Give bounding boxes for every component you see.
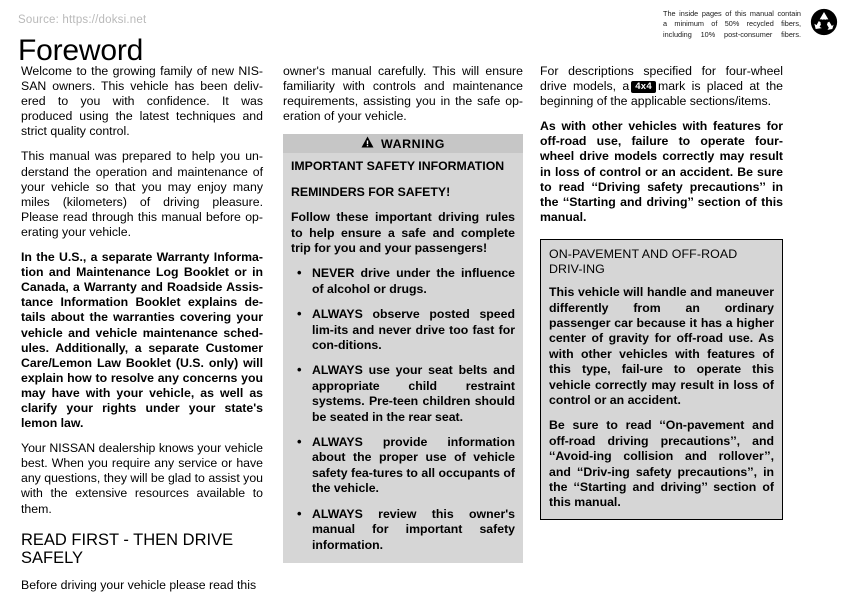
paragraph-dealership: Your NISSAN dealership knows your vehicle best. When you require any service or have any questions, they will be glad to assist you with the extensive resources available to them. — [21, 441, 263, 516]
paragraph-warranty-booklets: In the U.S., a separate Warranty Informa-tion and Maintenance Log Booklet or in Canada, a Warranty and Roadside Assis-tance Information Booklet explains de-tails about the warranties covering your vehicle and vehicle maintenance sched-ules. Additionally, a separate Customer Care/Lemon Law Booklet (U.S. only) will explain how to resolve any concerns you may have with your vehicle, as well as clarify your rights under your state's lemon law. — [21, 250, 263, 431]
paragraph-offroad-warning: As with other vehicles with features for off-road use, failure to operate four-wheel drive models correctly may result in loss of control or an accident. Be sure to read ‘‘Driving safety precautions’’ in the ‘‘Starting and driving’’ section of this manual. — [540, 119, 783, 224]
paragraph-owners-manual-continued: owner's manual carefully. This will ensure familiarity with controls and maintenance requirements, assisting you in the safe op-eration of your vehicle. — [283, 64, 523, 124]
column-2 — [283, 64, 523, 563]
recycled-paper-line-1: The inside pages of this manual contain — [663, 9, 801, 19]
warning-title: WARNING — [380, 136, 446, 151]
fwd-text-before: For descriptions specified for four-wheel drive models, a — [540, 64, 783, 94]
on-pavement-paragraph-1: This vehicle will handle and maneuver differently from an ordinary passenger car because it has a higher center of gravity for off-road use. As with other vehicles with features of this type, fail-ure to operate this vehicle correctly may result in loss of control or an accident. — [549, 285, 774, 407]
list-item: • NEVER drive under the influence of alcohol or drugs. — [295, 266, 515, 297]
recycle-icon — [810, 8, 838, 41]
four-by-four-mark-icon: 4x4 — [631, 81, 656, 93]
paragraph-four-wheel-drive-mark — [540, 64, 783, 109]
warning-box — [283, 134, 523, 563]
warning-triangle-icon — [361, 135, 374, 153]
warning-intro: Follow these important driving rules to help ensure a safe and complete trip for you and your passengers! — [291, 210, 515, 255]
recycled-paper-notice — [663, 8, 838, 41]
source-watermark: Source: https://doksi.net — [18, 14, 147, 26]
fwd-text-after: mark is placed at the beginning of the applicable sections/items. — [540, 79, 783, 109]
warning-important-safety-information: IMPORTANT SAFETY INFORMATION — [291, 159, 505, 174]
column-1 — [21, 64, 263, 603]
list-item: • ALWAYS review this owner's manual for important safety information. — [295, 507, 515, 553]
warning-box-body — [283, 153, 523, 563]
heading-read-first: READ FIRST - THEN DRIVE SAFELY — [21, 530, 234, 567]
recycled-paper-line-3: including 10% post-consumer fibers. — [663, 29, 801, 39]
list-item: • ALWAYS provide information about the proper use of vehicle safety fea-tures to all occupants of the vehicle. — [295, 435, 515, 497]
column-3 — [540, 64, 783, 520]
paragraph-before-driving: Before driving your vehicle please read this — [21, 577, 257, 592]
on-pavement-paragraph-2: Be sure to read ‘‘On-pavement and off-road driving precautions’’, and ‘‘Avoid-ing collision and rollover’’, and ‘‘Driv-ing safety precautions’’, in the ‘‘Starting and driving’’ section of this manual. — [549, 418, 774, 510]
recycled-paper-line-2: a minimum of 50% recycled fibers, — [663, 19, 801, 29]
warning-box-header — [283, 134, 523, 153]
paragraph-welcome: Welcome to the growing family of new NIS-SAN owners. This vehicle has been deliv-ered to you with confidence. It was produced using the latest techniques and strict quality control. — [21, 64, 263, 139]
page-title: Foreword — [18, 34, 144, 68]
paragraph-manual-purpose: This manual was prepared to help you un-derstand the operation and maintenance of your vehicle so that you may enjoy many miles (kilometers) of driving pleasure. Please read through this manual before op-erating your vehicle. — [21, 149, 263, 239]
recycled-paper-text — [663, 9, 801, 40]
on-pavement-off-road-box — [540, 239, 783, 520]
warning-bullet-list — [291, 266, 515, 553]
list-item: • ALWAYS observe posted speed lim-its and never drive too fast for con-ditions. — [295, 307, 515, 353]
list-item: • ALWAYS use your seat belts and appropriate child restraint systems. Pre-teen children should be seated in the rear seat. — [295, 363, 515, 425]
warning-reminders-for-safety: REMINDERS FOR SAFETY! — [291, 184, 451, 199]
on-pavement-box-heading: ON-PAVEMENT AND OFF-ROAD DRIV-ING — [549, 246, 738, 276]
